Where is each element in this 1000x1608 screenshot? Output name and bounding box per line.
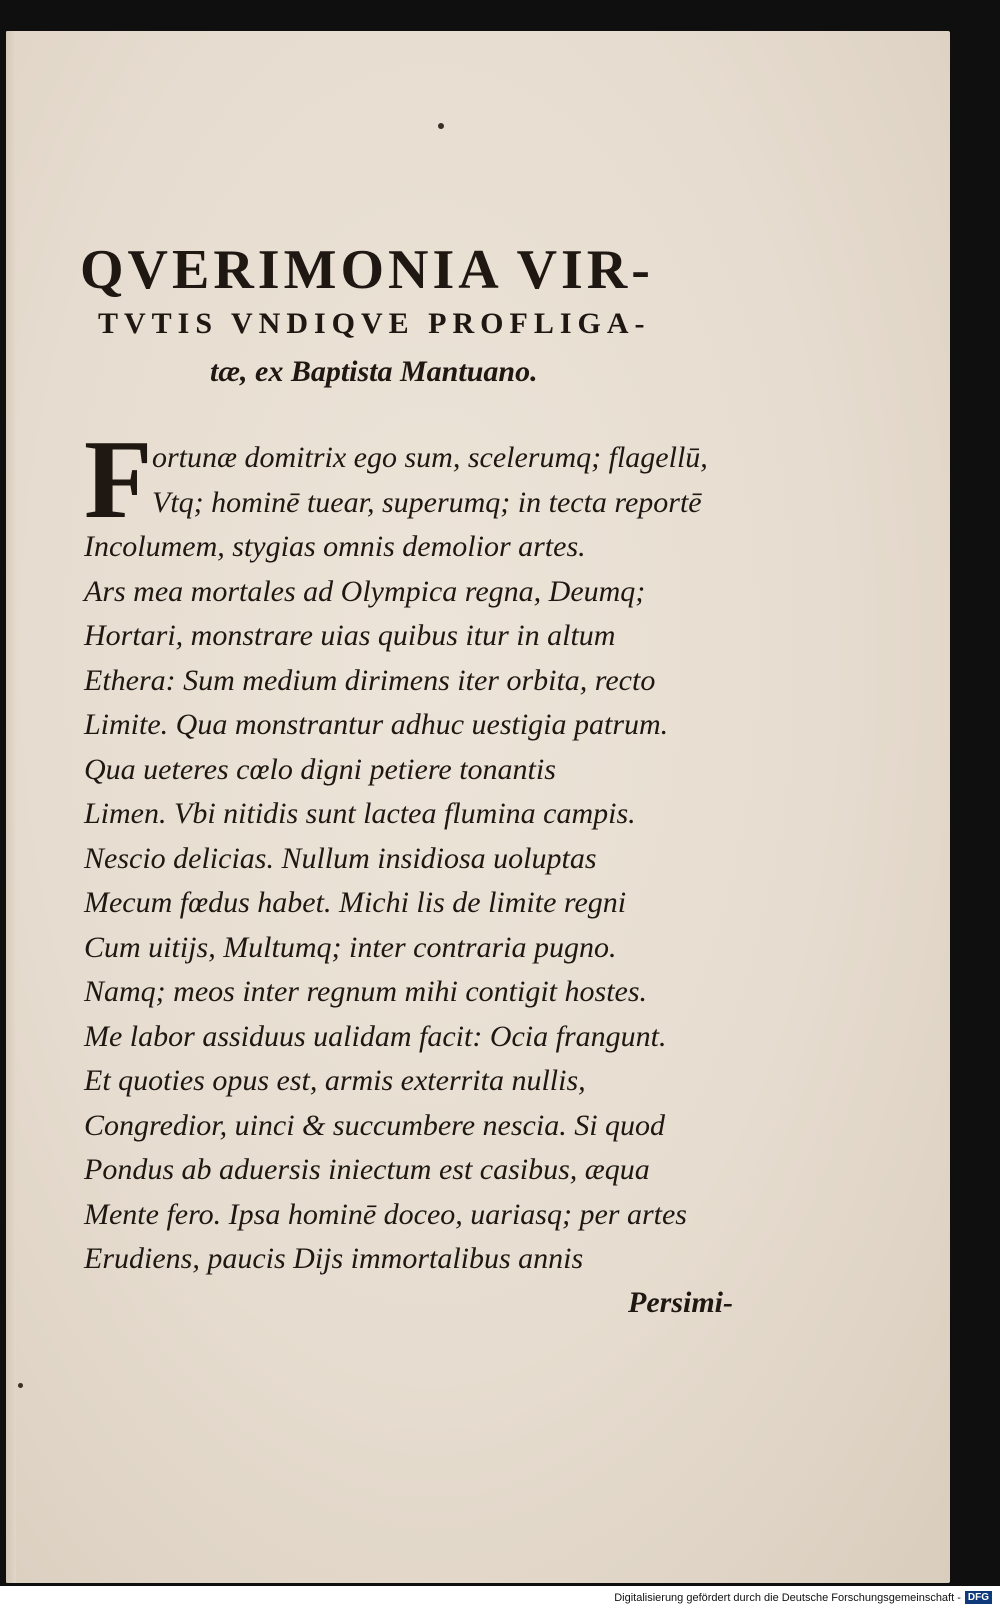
drop-capital: F xyxy=(84,418,153,542)
verse-line: Mente fero. Ipsa hominē doceo, uariasq; per artes xyxy=(84,1197,687,1231)
verse-line: Erudiens, paucis Dijs immortalibus annis xyxy=(84,1242,584,1275)
verse-line: Qua ueteres cœlo digni petiere tonantis xyxy=(84,752,556,786)
verse-line: Pondus ab aduersis iniectum est casibus, æqua xyxy=(84,1153,650,1186)
verse-line: Et quoties opus est, armis exterrita nullis, xyxy=(84,1064,586,1097)
title-line-2: TVTIS VNDIQVE PROFLIGA- xyxy=(98,307,651,340)
verse-line: Limen. Vbi nitidis sunt lactea flumina campis. xyxy=(84,797,636,830)
dfg-logo: DFG xyxy=(965,1591,992,1604)
verse-line: ortunæ domitrix ego sum, scelerumq; flagellū, xyxy=(152,441,708,474)
verse-line: Incolumem, stygias omnis demolior artes. xyxy=(84,530,586,563)
ink-speck xyxy=(18,1383,23,1388)
verse-line: Me labor assiduus ualidam facit: Ocia frangunt. xyxy=(84,1019,667,1053)
verse-line: Namq; meos inter regnum mihi contigit hostes. xyxy=(84,975,648,1008)
page-gutter xyxy=(6,31,16,1583)
ink-speck xyxy=(438,123,444,129)
title-line-3: tæ, ex Baptista Mantuano. xyxy=(210,355,538,388)
verse-text xyxy=(84,436,774,1282)
verse-line: Cum uitijs, Multumq; inter contraria pugno. xyxy=(84,930,617,964)
verse-line: Nescio delicias. Nullum insidiosa uoluptas xyxy=(84,841,597,875)
digitization-credit xyxy=(614,1591,992,1604)
verse-line: Mecum fœdus habet. Michi lis de limite regni xyxy=(84,886,627,919)
verse-line: Vtq; hominē tuear, superumq; in tecta reportē xyxy=(152,485,702,519)
title-line-1: QVERIMONIA VIR- xyxy=(80,239,654,301)
verse-line: Limite. Qua monstrantur adhuc uestigia patrum. xyxy=(84,708,669,741)
page-title xyxy=(80,240,760,392)
credit-text: Digitalisierung gefördert durch die Deutsche Forschungsgemeinschaft - xyxy=(614,1591,961,1604)
catchword: Persimi- xyxy=(628,1286,733,1319)
verse-line: Congredior, uinci & succumbere nescia. Si quod xyxy=(84,1108,666,1142)
verse-line: Hortari, monstrare uias quibus itur in altum xyxy=(84,619,616,652)
verse-line: Ars mea mortales ad Olympica regna, Deumq; xyxy=(84,574,646,608)
verse-line: Ethera: Sum medium dirimens iter orbita, recto xyxy=(84,663,656,697)
